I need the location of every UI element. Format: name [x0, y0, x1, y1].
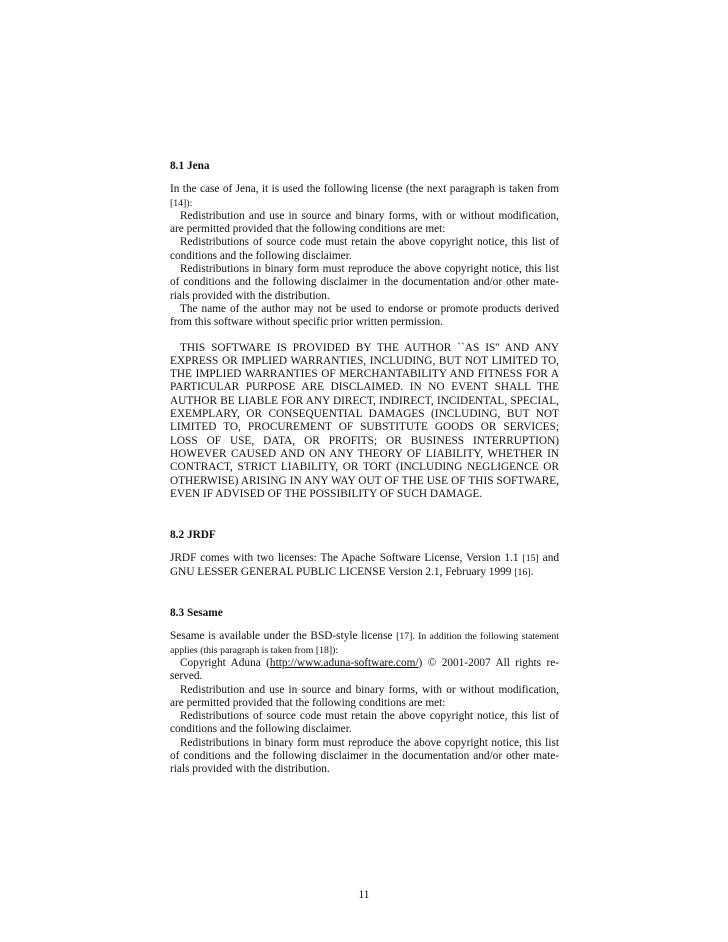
jena-intro-text: In the case of Jena, it is used the following license (the next paragraph is taken from — [170, 183, 559, 196]
sesame-license-paragraph-3: Redistributions in binary form must reproduce the above copyright notice, this list of conditions and the following disclaimer in the documentation and/or other mate-rials provided with the distribution. — [170, 736, 559, 776]
jrdf-ref-b: [16] — [514, 566, 531, 578]
spacer — [170, 501, 559, 529]
sesame-intro-paragraph — [170, 630, 559, 657]
section-heading-jrdf: 8.2 JRDF — [170, 529, 216, 542]
jena-intro-tail: ): — [186, 197, 193, 209]
jrdf-ref-a: [15] — [522, 553, 539, 565]
sesame-intro-small: [17]. In addition the following statement applies (this paragraph is taken from [18]): — [170, 631, 559, 656]
spacer — [170, 330, 559, 342]
jena-license-paragraph-1: Redistribution and use in source and binary forms, with or without modification, are permitted provided that the following conditions are met: — [170, 209, 559, 236]
jena-intro-ref: [14] — [170, 197, 187, 209]
page-body — [170, 160, 559, 777]
jena-license-paragraph-4: The name of the author may not be used to endorse or promote products derived from this software without specific prior written permission. — [170, 302, 559, 329]
jrdf-paragraph — [170, 552, 559, 579]
sesame-license-paragraph-1: Redistribution and use in source and binary forms, with or without modification, are permitted provided that the following conditions are met: — [170, 683, 559, 709]
sesame-copyright-paragraph — [170, 657, 559, 684]
jrdf-text-b: and GNU LESSER GENERAL PUBLIC LICENSE Version 2.1, February 1999 — [170, 552, 559, 578]
page-number: 11 — [358, 889, 370, 901]
jena-disclaimer-paragraph: THIS SOFTWARE IS PROVIDED BY THE AUTHOR ``AS IS'' AND ANY EXPRESS OR IMPLIED WARRANTIES, INCLUDING, BUT NOT LIMITED TO, THE IMPLIED WARRANTIES OF MERCHANTABILITY AND FITNESS FOR A PARTICULAR PURPOSE ARE DISCLAIMED. IN NO EVENT SHALL THE AUTHOR BE LIABLE FOR ANY DIRECT, INDIRECT, INCIDENTAL, SPECIAL, EXEMPLARY, OR CONSEQUENTIAL DAMAGES (INCLUDING, BUT NOT LIMITED TO, PROCUREMENT OF SUBSTITUTE GOODS OR SERVICES; LOSS OF USE, DATA, OR PROFITS; OR BUSINESS INTERRUPTION) HOWEVER CAUSED AND ON ANY THEORY OF LIABILITY, WHETHER IN CONTRACT, STRICT LIABILITY, OR TORT (INCLUDING NEGLIGENCE OR OTHERWISE) ARISING IN ANY WAY OUT OF THE USE OF THIS SOFTWARE, EVEN IF ADVISED OF THE POSSIBILITY OF SUCH DAMAGE. — [170, 341, 559, 500]
section-heading-sesame: 8.3 Sesame — [170, 607, 223, 620]
jena-license-paragraph-2: Redistributions of source code must retain the above copyright notice, this list of conditions and the following disclaimer. — [170, 236, 559, 262]
aduna-link[interactable]: http://www.aduna-software.com/ — [269, 656, 419, 669]
section-heading-jena: 8.1 Jena — [170, 160, 210, 172]
sesame-copyright-text-b: ) © 2001-2007 All rights re-served. — [170, 656, 559, 683]
jrdf-text-a: JRDF comes with two licenses: The Apache Software License, Version 1.1 — [170, 552, 523, 565]
jena-intro-paragraph — [170, 183, 559, 210]
spacer — [170, 579, 559, 607]
sesame-license-paragraph-2: Redistributions of source code must retain the above copyright notice, this list of conditions and the following disclaimer. — [170, 710, 559, 736]
jrdf-text-c: . — [530, 565, 534, 578]
jena-license-paragraph-3: Redistributions in binary form must reproduce the above copyright notice, this list of conditions and the following disclaimer in the documentation and/or other mate-rials provided with the distribution. — [170, 263, 559, 302]
sesame-copyright-text-a: Copyright Aduna ( — [180, 656, 270, 669]
sesame-intro-text: Sesame is available under the BSD-style license — [170, 630, 397, 643]
